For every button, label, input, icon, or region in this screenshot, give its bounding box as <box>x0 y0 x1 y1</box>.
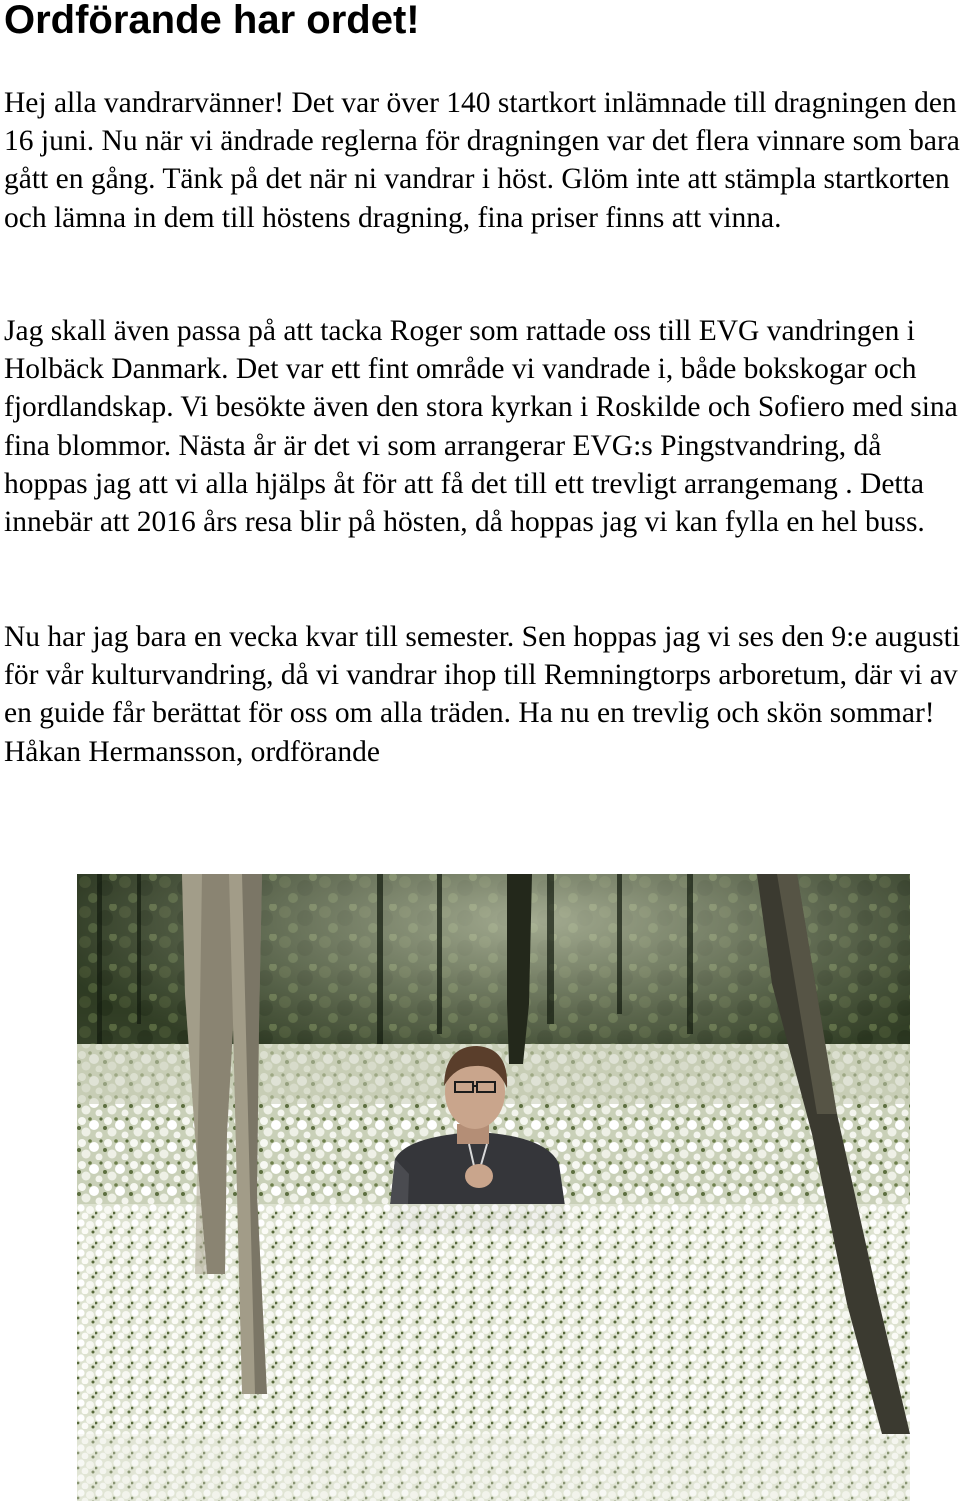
forest-photo <box>77 874 910 1501</box>
paragraph-closing <box>4 618 960 771</box>
paragraph-greeting: Hej alla vandrarvänner! Det var över 140 startkort inlämnade till dragningen den 16 juni. Nu när vi ändrade reglerna för dragningen var det flera vinnare som bara gått en gång. Tänk på det när ni vandrar i höst. Glöm inte att stämpla startkorten och lämna in dem till höstens dragning, fina priser finns att vinna. <box>4 87 960 234</box>
signature: Håkan Hermansson, ordförande <box>4 735 380 768</box>
page-title: Ordförande har ordet! <box>4 0 420 42</box>
closing-text: Nu har jag bara en vecka kvar till semester. Sen hoppas jag vi ses den 9:e augusti för vår kulturvandring, då vi vandrar ihop till Remningtorps arboretum, där vi av en guide får berättat för oss om alla träden. Ha nu en trevlig och skön sommar! <box>4 621 960 730</box>
forest-photo-illustration <box>77 874 910 1501</box>
paragraph-evg-trip: Jag skall även passa på att tacka Roger som rattade oss till EVG vandringen i Holbäck Danmark. Det var ett fint område vi vandrade i, både bokskogar och fjordlandskap. Vi besökte även den stora kyrkan i Roskilde och Sofiero med sina fina blommor. Nästa år är det vi som arrangerar EVG:s Pingstvandring, då hoppas jag att vi alla hjälps åt för att få det till ett trevligt arrangemang . Detta innebär att 2016 års resa blir på hösten, då hoppas jag vi kan fylla en hel buss. <box>4 315 958 539</box>
